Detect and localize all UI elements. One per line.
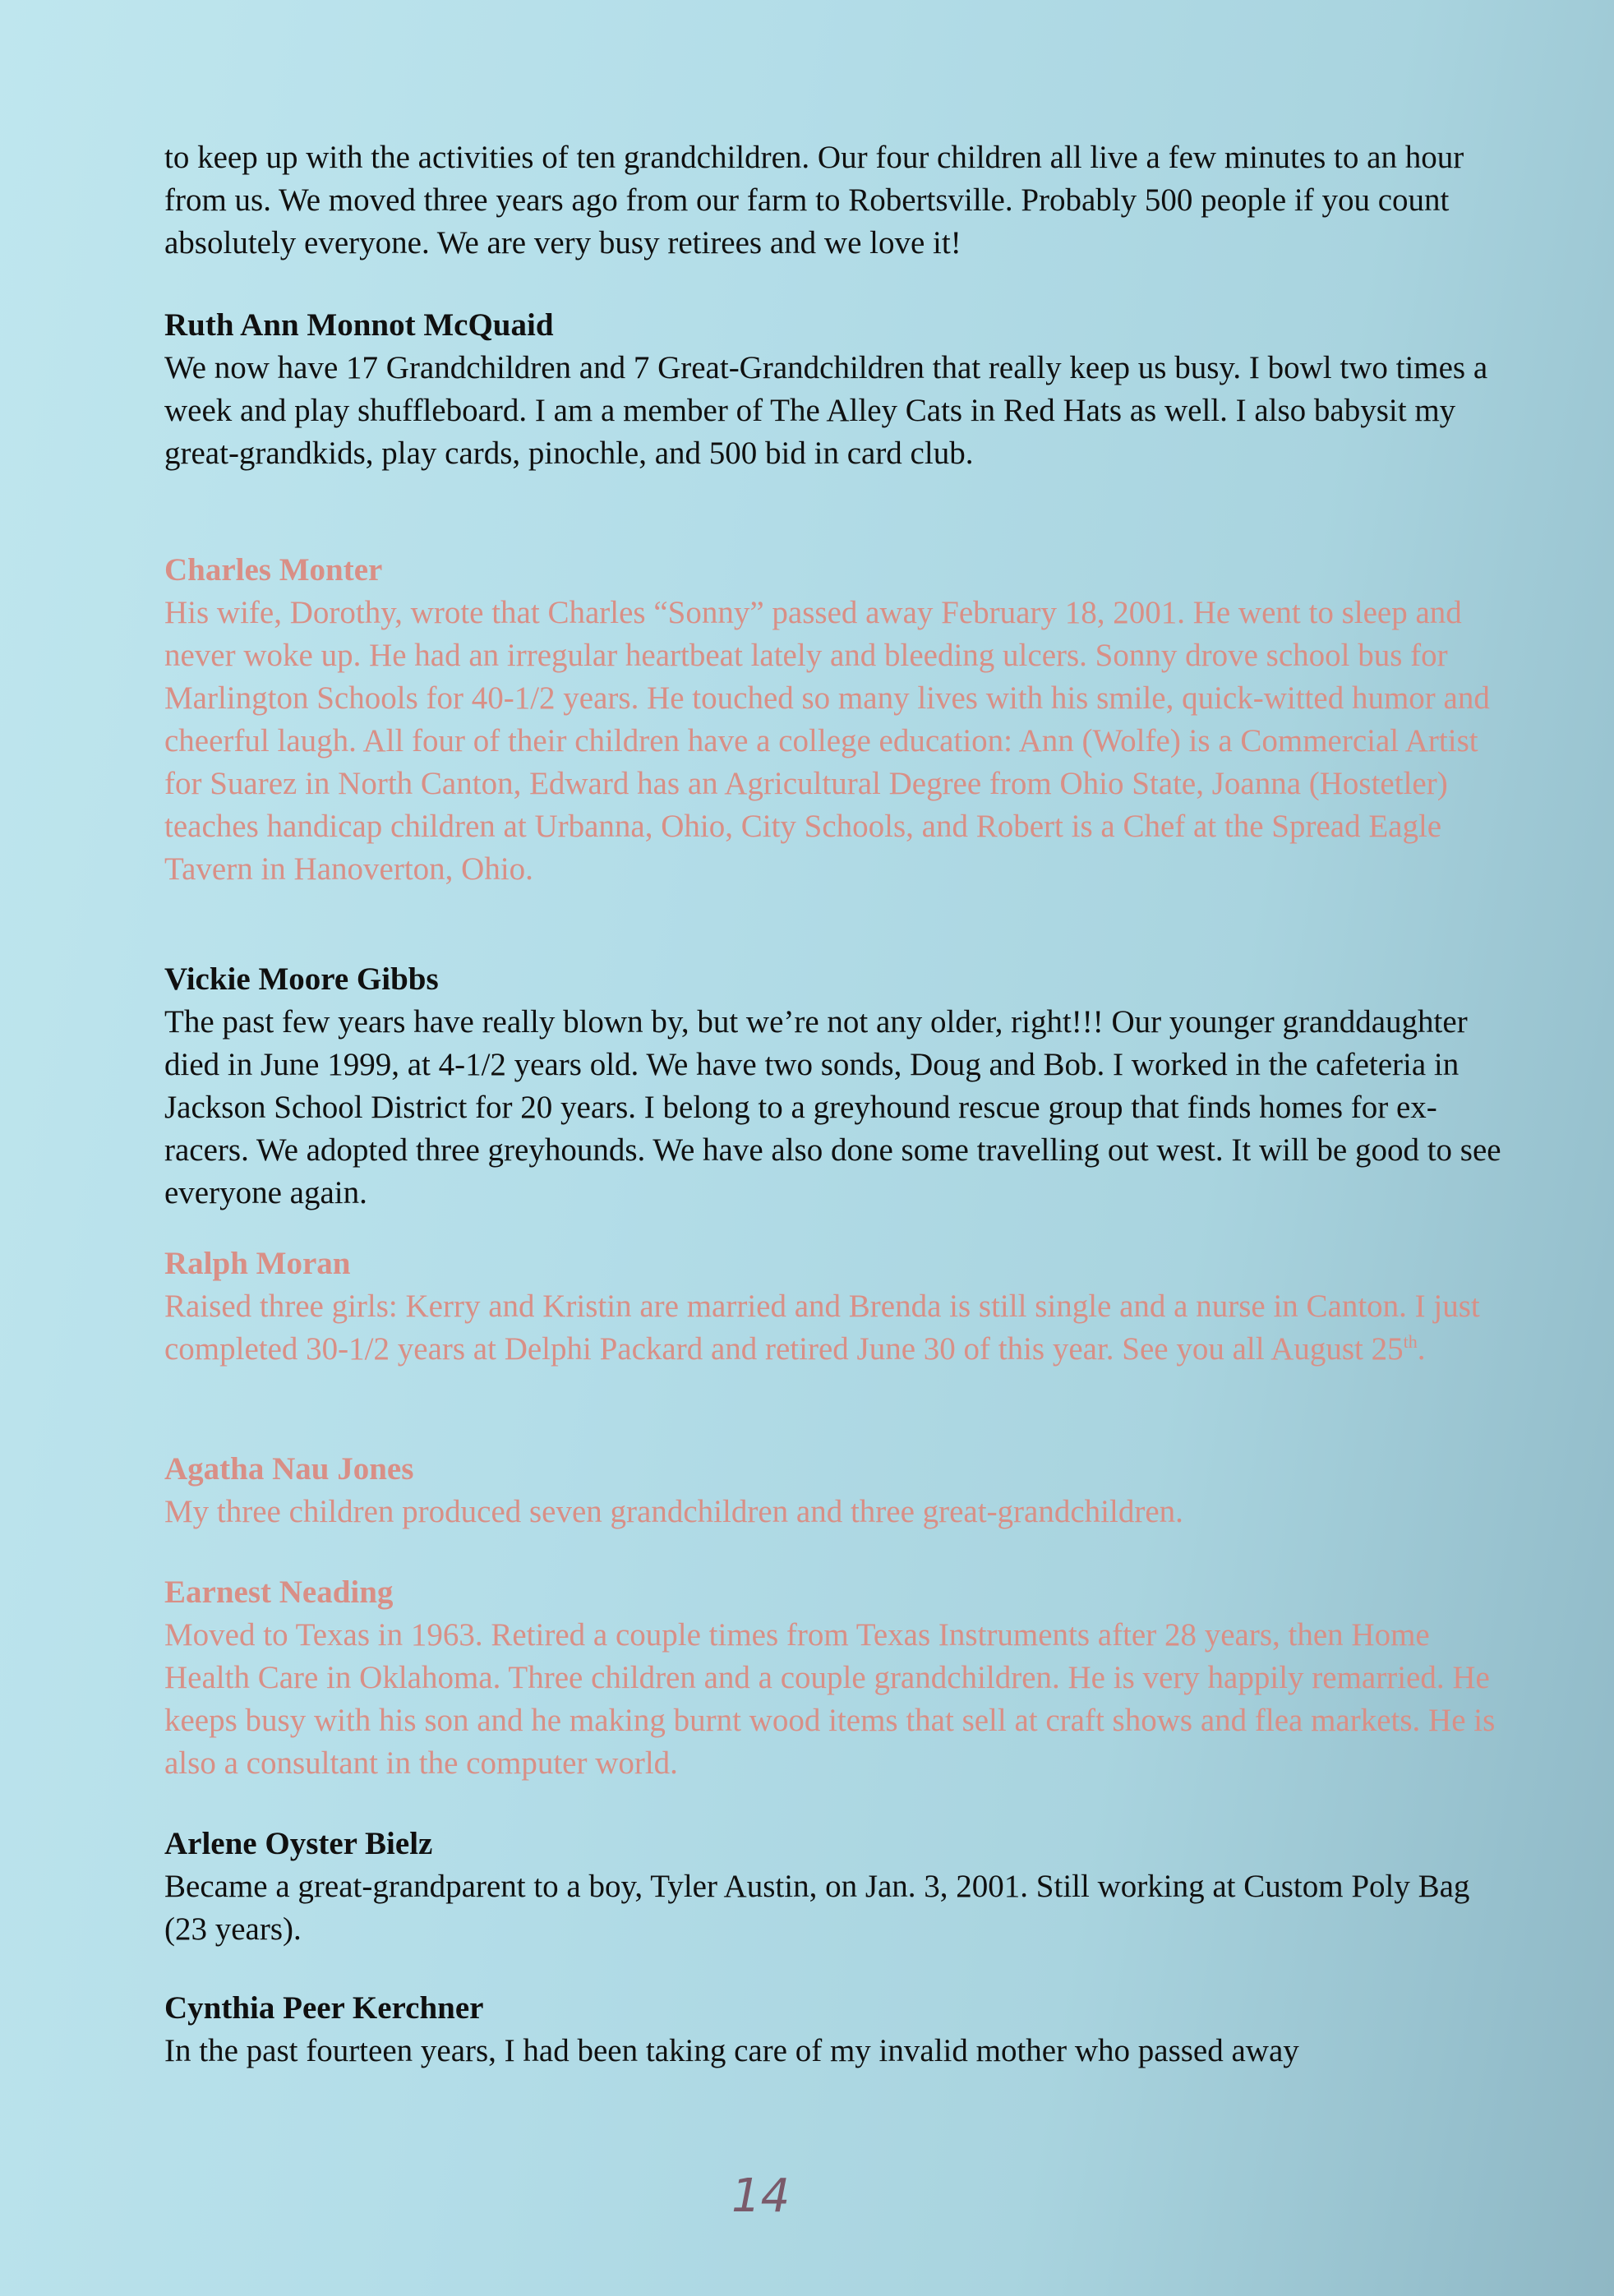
entry-cynthia-peer-kerchner xyxy=(164,1987,1512,2072)
entry-text xyxy=(164,1285,1512,1371)
entry-name: Arlene Oyster Bielz xyxy=(164,1826,433,1861)
entry-name: Charles Monter xyxy=(164,552,383,588)
entry-vickie-moore-gibbs xyxy=(164,958,1512,1215)
entry-earnest-neading xyxy=(164,1571,1512,1785)
entry-name: Earnest Neading xyxy=(164,1574,394,1610)
entry-text: My three children produced seven grandchildren and three great-grandchildren. xyxy=(164,1494,1183,1529)
entry-text: We now have 17 Grandchildren and 7 Great-Grandchildren that really keep us busy. I bowl two times a week and play shuffleboard. I am a member of The Alley Cats in Red Hats as well. I also babysit my great-grandkids, play cards, pinochle, and 500 bid in card club. xyxy=(164,350,1488,471)
entry-name: Vickie Moore Gibbs xyxy=(164,961,439,997)
entry-text: The past few years have really blown by, but we’re not any older, right!!! Our younger granddaughter died in June 1999, at 4-1/2 years old. We have two sonds, Doug and Bob. I worked in the cafeteria in Jackson School District for 20 years. I belong to a greyhound rescue group that finds homes for ex-racers. We adopted three greyhounds. We have also done some travelling out west. It will be good to see everyone again. xyxy=(164,1004,1501,1210)
entry-ruth-ann-monnot-mcquaid xyxy=(164,304,1512,475)
entry-charles-monter xyxy=(164,549,1512,891)
entry-text: Moved to Texas in 1963. Retired a couple times from Texas Instruments after 28 years, then Home Health Care in Oklahoma. Three children and a couple grandchildren. He is very happily remarried. He keeps busy with his son and he making burnt wood items that sell at craft shows and flea markets. He is also a consultant in the computer world. xyxy=(164,1617,1496,1781)
entry-text: In the past fourteen years, I had been taking care of my invalid mother who passed away xyxy=(164,2033,1299,2068)
intro-paragraph: to keep up with the activities of ten grandchildren. Our four children all live a few minutes to an hour from us. We moved three years ago from our farm to Robertsville. Probably 500 people if you count absolutely everyone. We are very busy retirees and we love it! xyxy=(164,140,1464,260)
entry-text: His wife, Dorothy, wrote that Charles “Sonny” passed away February 18, 2001. He went to sleep and never woke up. He had an irregular heartbeat lately and bleeding ulcers. Sonny drove school bus for Marlington Schools for 40-1/2 years. He touched so many lives with his smile, quick-witted humor and cheerful laugh. All four of their children have a college education: Ann (Wolfe) is a Commercial Artist for Suarez in North Canton, Edward has an Agricultural Degree from Ohio State, Joanna (Hostetler) teaches handicap children at Urbanna, Ohio, City Schools, and Robert is a Chef at the Spread Eagle Tavern in Hanoverton, Ohio. xyxy=(164,595,1490,887)
entry-arlene-oyster-bielz xyxy=(164,1823,1512,1951)
page-number: 14 xyxy=(731,2169,791,2223)
entry-text-main: Raised three girls: Kerry and Kristin are married and Brenda is still single and a nurse in Canton. I just completed 30-1/2 years at Delphi Packard and retired June 30 of this year. See you all August 25 xyxy=(164,1289,1480,1367)
entry-text-superscript: th xyxy=(1403,1331,1418,1352)
entry-name: Agatha Nau Jones xyxy=(164,1451,414,1487)
entry-agatha-nau-jones xyxy=(164,1448,1512,1533)
entry-text: Became a great-grandparent to a boy, Tyler Austin, on Jan. 3, 2001. Still working at Custom Poly Bag (23 years). xyxy=(164,1869,1470,1947)
entry-text-tail: . xyxy=(1417,1331,1426,1367)
entry-name: Cynthia Peer Kerchner xyxy=(164,1990,484,2026)
entry-name: Ralph Moran xyxy=(164,1246,351,1281)
entry-name: Ruth Ann Monnot McQuaid xyxy=(164,307,554,343)
entry-ralph-moran xyxy=(164,1243,1512,1371)
